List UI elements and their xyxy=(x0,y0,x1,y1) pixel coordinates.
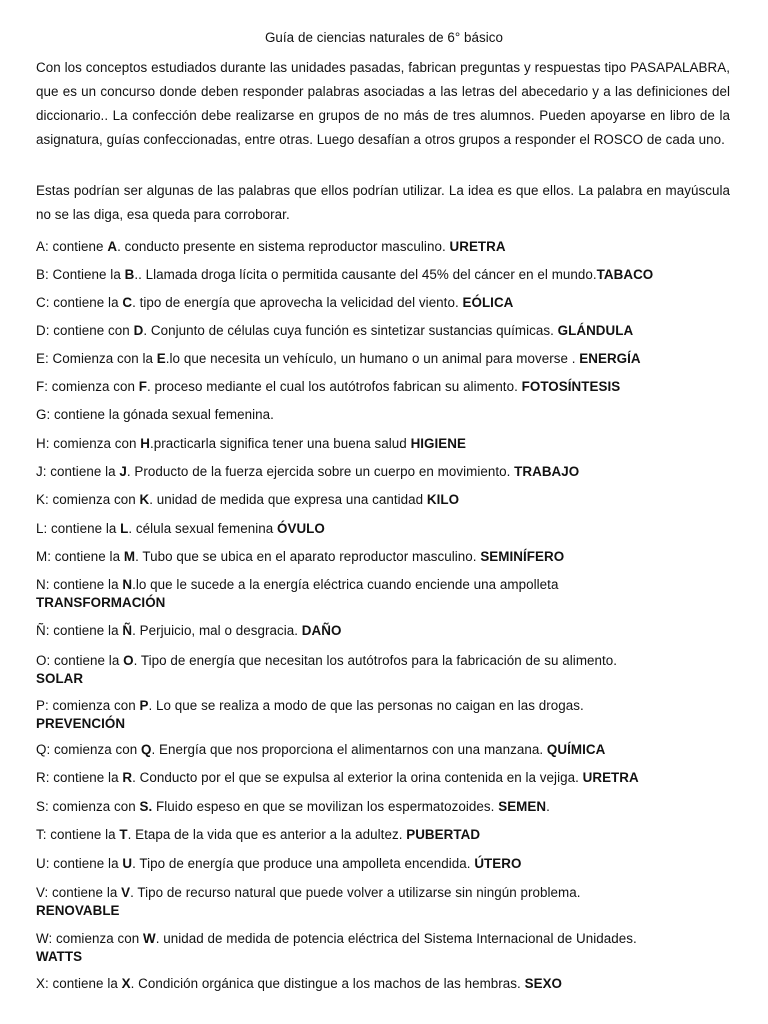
entry-text: E: Comienza con la xyxy=(36,351,157,366)
entry-text: H: comienza con xyxy=(36,436,141,451)
entry-line xyxy=(36,975,736,993)
entry-answer: ÓVULO xyxy=(277,521,325,536)
entry-letter: D xyxy=(133,323,144,338)
entry-letter: N xyxy=(122,577,133,592)
entry-line xyxy=(36,520,736,538)
entry-definition: . Tipo de energía que produce una ampolleta encendida. xyxy=(132,856,475,871)
entry-answer: TABACO xyxy=(596,267,654,282)
entry-definition: . Tipo de recurso natural que puede volver a utilizarse sin ningún problema. xyxy=(130,885,581,900)
entry-answer: URETRA xyxy=(582,770,639,785)
entry-letter: S. xyxy=(139,799,153,814)
entry-definition: . Etapa de la vida que es anterior a la adultez. xyxy=(127,827,407,842)
entry-definition: . Conducto por el que se expulsa al exterior la orina contenida en la vejiga. xyxy=(132,770,583,785)
entry-definition: . Tipo de energía que necesitan los autótrofos para la fabricación de su alimento. xyxy=(133,653,618,668)
entry-line xyxy=(36,548,736,566)
entry-line xyxy=(36,798,736,816)
entry-definition: .lo que le sucede a la energía eléctrica cuando enciende una ampolleta xyxy=(132,577,559,592)
entry-line xyxy=(36,406,736,424)
entry-line xyxy=(36,463,736,481)
entry-answer: SEMINÍFERO xyxy=(480,549,565,564)
entry-letter: U xyxy=(122,856,133,871)
entry-text: G: contiene la gónada sexual femenina. xyxy=(36,407,274,422)
entry-definition: .lo que necesita un vehículo, un humano o un animal para moverse . xyxy=(165,351,580,366)
entry-letter: P xyxy=(139,698,149,713)
entry-tail: . xyxy=(546,799,550,814)
entry-answer: HIGIENE xyxy=(410,436,466,451)
entry-answer: TRABAJO xyxy=(514,464,580,479)
entry-text: T: contiene la xyxy=(36,827,120,842)
entry-definition: .. Llamada droga lícita o permitida causante del 45% del cáncer en el mundo. xyxy=(134,267,597,282)
entry-answer: QUÍMICA xyxy=(546,742,606,757)
entry-letter: V xyxy=(121,885,131,900)
entry-line xyxy=(36,884,736,920)
entry-answer: FOTOSÍNTESIS xyxy=(521,379,621,394)
entry-letter: Q xyxy=(141,742,152,757)
entry-letter: E xyxy=(156,351,166,366)
entry-definition: . tipo de energía que aprovecha la velicidad del viento. xyxy=(132,295,463,310)
entry-letter: A xyxy=(107,239,118,254)
entry-text: R: contiene la xyxy=(36,770,123,785)
entry-definition: . Conjunto de células cuya función es sintetizar sustancias químicas. xyxy=(143,323,558,338)
entry-answer: SOLAR xyxy=(36,671,84,686)
entry-letter: Ñ xyxy=(122,623,133,638)
entry-answer: WATTS xyxy=(36,949,83,964)
entry-line xyxy=(36,294,736,312)
entry-answer: EÓLICA xyxy=(462,295,514,310)
entry-text: W: comienza con xyxy=(36,931,143,946)
entry-text: K: comienza con xyxy=(36,492,140,507)
entry-text: O: contiene la xyxy=(36,653,124,668)
entry-definition: . conducto presente en sistema reproductor masculino. xyxy=(117,239,450,254)
entry-answer: KILO xyxy=(426,492,460,507)
entry-definition: Fluido espeso en que se movilizan los espermatozoides. xyxy=(152,799,499,814)
entry-definition: .practicarla significa tener una buena salud xyxy=(150,436,411,451)
entry-line xyxy=(36,697,736,733)
entry-letter: B xyxy=(124,267,135,282)
entry-text: X: contiene la xyxy=(36,976,122,991)
entry-definition: . Producto de la fuerza ejercida sobre un cuerpo en movimiento. xyxy=(126,464,515,479)
entry-line xyxy=(36,266,736,284)
entry-definition: . proceso mediante el cual los autótrofos fabrican su alimento. xyxy=(147,379,522,394)
entry-definition: . unidad de medida de potencia eléctrica del Sistema Internacional de Unidades. xyxy=(155,931,637,946)
entry-letter: J xyxy=(119,464,127,479)
entry-text: C: contiene la xyxy=(36,295,123,310)
entry-text: B: Contiene la xyxy=(36,267,125,282)
entry-letter: X xyxy=(121,976,131,991)
entry-text: U: contiene la xyxy=(36,856,123,871)
entry-line xyxy=(36,826,736,844)
entry-text: F: comienza con xyxy=(36,379,139,394)
entry-answer: PREVENCIÓN xyxy=(36,716,126,731)
entry-letter: W xyxy=(142,931,156,946)
entry-text: J: contiene la xyxy=(36,464,120,479)
entry-answer: SEXO xyxy=(524,976,563,991)
entry-definition: . Lo que se realiza a modo de que las personas no caigan en las drogas. xyxy=(148,698,584,713)
entry-letter: C xyxy=(122,295,133,310)
entry-answer: SEMEN xyxy=(498,799,547,814)
entry-line xyxy=(36,769,736,787)
entry-line xyxy=(36,322,736,340)
entry-text: A: contiene xyxy=(36,239,108,254)
entry-letter: M xyxy=(123,549,136,564)
entry-text: M: contiene la xyxy=(36,549,124,564)
entry-letter: T xyxy=(119,827,128,842)
entry-line xyxy=(36,350,736,368)
entry-text: V: contiene la xyxy=(36,885,122,900)
entry-line xyxy=(36,652,736,688)
entry-text: N: contiene la xyxy=(36,577,123,592)
entry-line xyxy=(36,238,736,256)
entry-answer: RENOVABLE xyxy=(36,903,120,918)
entry-line xyxy=(36,855,736,873)
entry-definition: . Perjuicio, mal o desgracia. xyxy=(132,623,302,638)
entry-line xyxy=(36,930,736,966)
entry-text: P: comienza con xyxy=(36,698,140,713)
entry-letter: K xyxy=(139,492,150,507)
entry-answer: TRANSFORMACIÓN xyxy=(36,595,166,610)
entry-text: Q: comienza con xyxy=(36,742,141,757)
instructions-paragraph: Estas podrían ser algunas de las palabras que ellos podrían utilizar. La idea es que ellos. La palabra en mayúscula no se las diga, esa queda para corroborar. xyxy=(36,183,730,222)
entry-line xyxy=(36,491,736,509)
entry-answer: ENERGÍA xyxy=(579,351,641,366)
entry-answer: ÚTERO xyxy=(474,856,522,871)
entry-answer: URETRA xyxy=(449,239,506,254)
entry-definition: . unidad de medida que expresa una cantidad xyxy=(149,492,427,507)
entry-text: L: contiene la xyxy=(36,521,121,536)
intro-paragraph: Con los conceptos estudiados durante las unidades pasadas, fabrican preguntas y respuestas tipo PASAPALABRA, que es un concurso donde deben responder palabras asociadas a las letras del abecedario y a las definiciones del diccionario.. La confección debe realizarse en grupos de no más de tres alumnos. Pueden apoyarse en libro de la asignatura, guías confeccionadas, entre otras. Luego desafían a otros grupos a responder el ROSCO de cada uno. xyxy=(36,60,730,147)
entry-line xyxy=(36,435,736,453)
entry-definition: . Condición orgánica que distingue a los machos de las hembras. xyxy=(130,976,525,991)
entry-letter: F xyxy=(138,379,147,394)
entry-answer: PUBERTAD xyxy=(406,827,481,842)
entry-definition: . Tubo que se ubica en el aparato reproductor masculino. xyxy=(135,549,481,564)
entry-text: S: comienza con xyxy=(36,799,140,814)
entry-line xyxy=(36,741,736,759)
entry-answer: DAÑO xyxy=(301,623,342,638)
entry-letter: H xyxy=(140,436,150,451)
entry-text: D: contiene con xyxy=(36,323,134,338)
entry-definition: . célula sexual femenina xyxy=(128,521,278,536)
entry-line xyxy=(36,378,736,396)
entry-letter: L xyxy=(120,521,129,536)
entry-letter: R xyxy=(122,770,133,785)
entry-line xyxy=(36,576,736,612)
entry-line xyxy=(36,622,736,640)
entry-letter: O xyxy=(123,653,134,668)
page-title: Guía de ciencias naturales de 6° básico xyxy=(264,30,504,45)
entry-definition: . Energía que nos proporciona el alimentarnos con una manzana. xyxy=(151,742,547,757)
entry-answer: GLÁNDULA xyxy=(557,323,634,338)
entry-text: Ñ: contiene la xyxy=(36,623,123,638)
